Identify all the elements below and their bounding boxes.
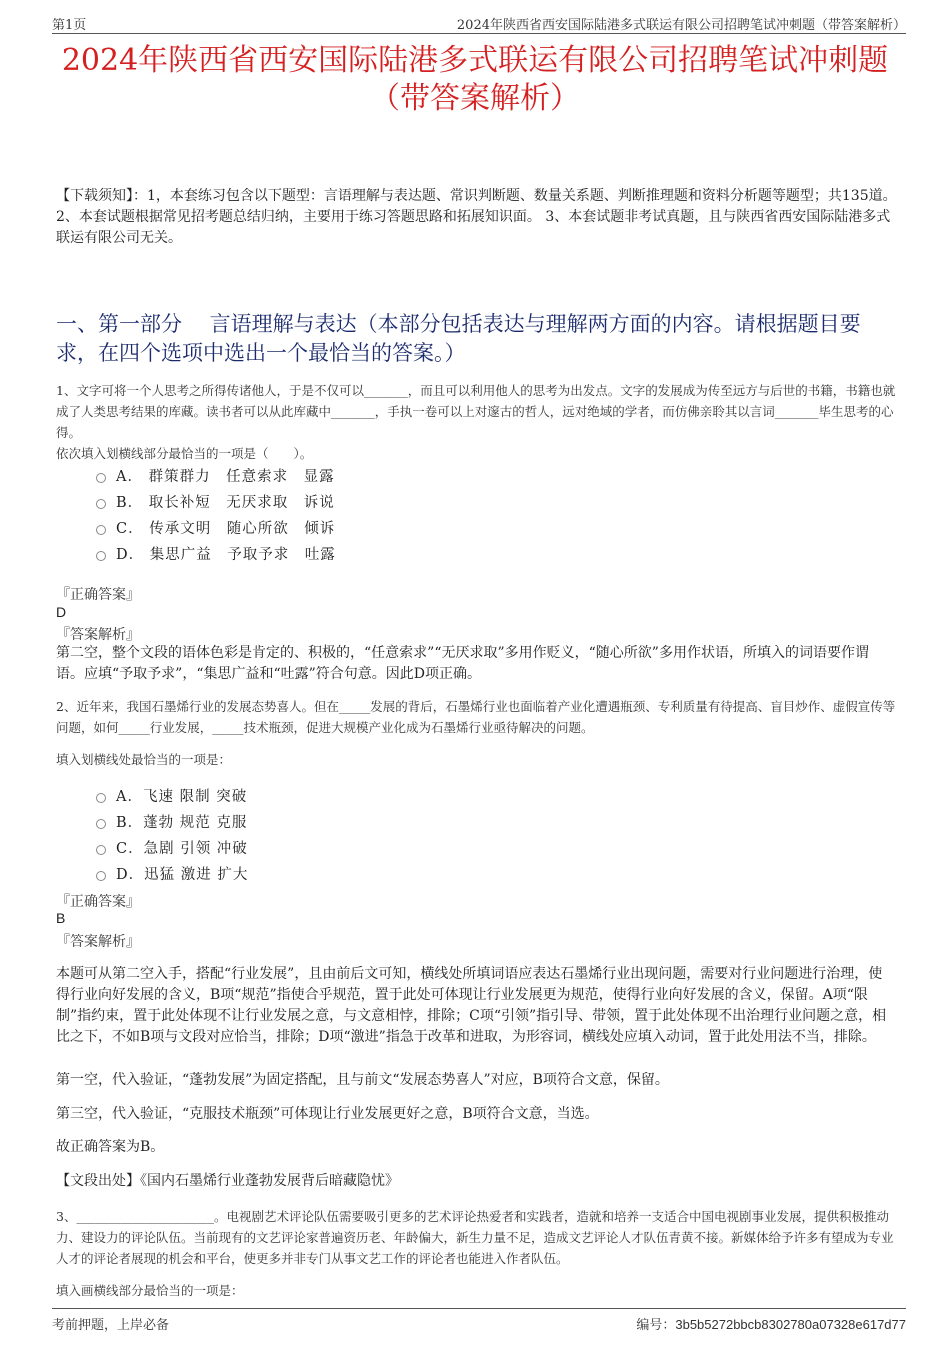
radio-icon[interactable] (96, 819, 106, 829)
analysis-paragraph-3: 第三空，代入验证，“克服技术瓶颈”可体现让行业发展更好之意，B项符合文意，当选。 (56, 1106, 599, 1122)
footer-slogan: 考前押题，上岸必备 (52, 1318, 170, 1333)
question-3-text: 3、______________________。电视剧艺术评论队伍需要吸引更多的艺术评论热爱者和实践者，造就和培养一支适合中国电视剧事业发展，提供积极推动力、建设力的评论队伍。当前现有的文艺评论家普遍资历老、年龄偏大，新生力量不足，造成文艺评论人才队伍青黄不接。新媒体给予许多有望成为专业人才的评论者展现的机会和平台，使更多并非专门从事文艺工作的评论者也能进入作者队伍。 (56, 1209, 894, 1266)
answer-label: 『正确答案』 (56, 894, 140, 910)
question-2-options (96, 782, 248, 886)
question-2-prompt: 填入划横线处最恰当的一项是： (56, 752, 232, 767)
question-1-prompt: 依次填入划横线部分最恰当的一项是（ ）。 (56, 446, 313, 461)
radio-icon[interactable] (96, 793, 106, 803)
option-b[interactable]: B． 取长补短 无厌求取 诉说 (96, 488, 336, 514)
option-d[interactable]: D． 集思广益 予取予求 吐露 (96, 540, 336, 566)
analysis-text: 第二空，整个文段的语体色彩是肯定的、积极的，“任意索求”“无厌求取”多用作贬义，“随心所欲”多用作状语，所填入的词语要作谓语。应填“予取予求”，“集思广益和“吐露”符合句意。因此D项正确。 (56, 645, 869, 682)
page-title (40, 42, 910, 118)
download-notice: 【下载须知】：1，本套练习包含以下题型：言语理解与表达题、常识判断题、数量关系题、判断推理题和资料分析题等题型；共135道。 2、本套试题根据常见招考题总结归纳，主要用于练习答题思路和拓展知识面。 3、本套试题非考试真题，且与陕西省西安国际陆港多式联运有限公司无关。 (56, 188, 897, 246)
question-3-prompt: 填入画横线部分最恰当的一项是： (56, 1283, 244, 1298)
source-citation: 【文段出处】《国内石墨烯行业蓬勃发展背后暗藏隐忧》 (56, 1173, 399, 1189)
radio-icon[interactable] (96, 871, 106, 881)
radio-icon[interactable] (96, 525, 106, 535)
option-c[interactable]: C．急剧 引领 冲破 (96, 834, 248, 860)
title-line-1: 2024年陕西省西安国际陆港多式联运有限公司招聘笔试冲刺题 (61, 43, 889, 78)
option-c[interactable]: C． 传承文明 随心所欲 倾诉 (96, 514, 336, 540)
radio-icon[interactable] (96, 551, 106, 561)
footer-doc-id: 编号：3b5b5272bbcb8302780a07328e617d77 (636, 1317, 906, 1332)
analysis-paragraph-4: 故正确答案为B。 (56, 1139, 165, 1155)
question-1-options (96, 462, 336, 566)
analysis-label: 『答案解析』 (56, 934, 140, 950)
page-number: 第1页 (52, 18, 87, 33)
answer-label: 『正确答案』 (56, 587, 140, 603)
option-a[interactable]: A．飞速 限制 突破 (96, 782, 248, 808)
answer-value: D (56, 604, 67, 620)
radio-icon[interactable] (96, 473, 106, 483)
radio-icon[interactable] (96, 845, 106, 855)
option-d[interactable]: D．迅猛 激进 扩大 (96, 860, 248, 886)
analysis-paragraph-2: 第一空，代入验证，“蓬勃发展”为固定搭配，且与前文“发展态势喜人”对应，B项符合文意，保留。 (56, 1072, 669, 1088)
option-a[interactable]: A． 群策群力 任意索求 显露 (96, 462, 336, 488)
footer-divider (52, 1308, 906, 1309)
question-1-text: 1、文字可将一个人思考之所得传诸他人，于是不仅可以_______，而且可以利用他人的思考为出发点。文字的发展成为传至远方与后世的书籍，书籍也就成了人类思考结果的库藏。读书者可以从此库藏中_______，手执一卷可以上对邃古的哲人，远对绝域的学者，而仿佛亲聆其以言词_______毕生思考的心得。 (56, 383, 896, 440)
option-b[interactable]: B．蓬勃 规范 克服 (96, 808, 248, 834)
section-heading: 一、第一部分 言语理解与表达（本部分包括表达与理解两方面的内容。请根据题目要求，在四个选项中选出一个最恰当的答案。） (56, 312, 861, 365)
answer-value: B (56, 910, 66, 926)
header-doc-title: 2024年陕西省西安国际陆港多式联运有限公司招聘笔试冲刺题（带答案解析） (456, 18, 906, 33)
analysis-label: 『答案解析』 (56, 627, 140, 643)
title-line-2: （带答案解析） (370, 81, 580, 116)
analysis-paragraph-1: 本题可从第二空入手，搭配“行业发展”，且由前后文可知，横线处所填词语应表达石墨烯行业出现问题，需要对行业问题进行治理，使得行业向好发展的含义，B项“规范”指使合乎规范，置于此处可体现让行业发展更为规范，使得行业向好发展的含义，保留。A项“限制”指约束，置于此处体现不让行业发展之意，与文意相悖，排除；C项“引领”指引导、带领，置于此处体现不出治理行业问题之意，相比之下，不如B项与文段对应恰当，排除；D项“激进”指急于改革和进取，为形容词，横线处应填入动词，置于此处用法不当，排除。 (56, 966, 887, 1045)
radio-icon[interactable] (96, 499, 106, 509)
question-2-text: 2、近年来，我国石墨烯行业的发展态势喜人。但在_____发展的背后，石墨烯行业也面临着产业化遭遇瓶颈、专利质量有待提高、盲目炒作、虚假宣传等问题，如何_____行业发展，_____技术瓶颈，促进大规模产业化成为石墨烯行业亟待解决的问题。 (56, 699, 896, 735)
header-divider (52, 33, 906, 34)
